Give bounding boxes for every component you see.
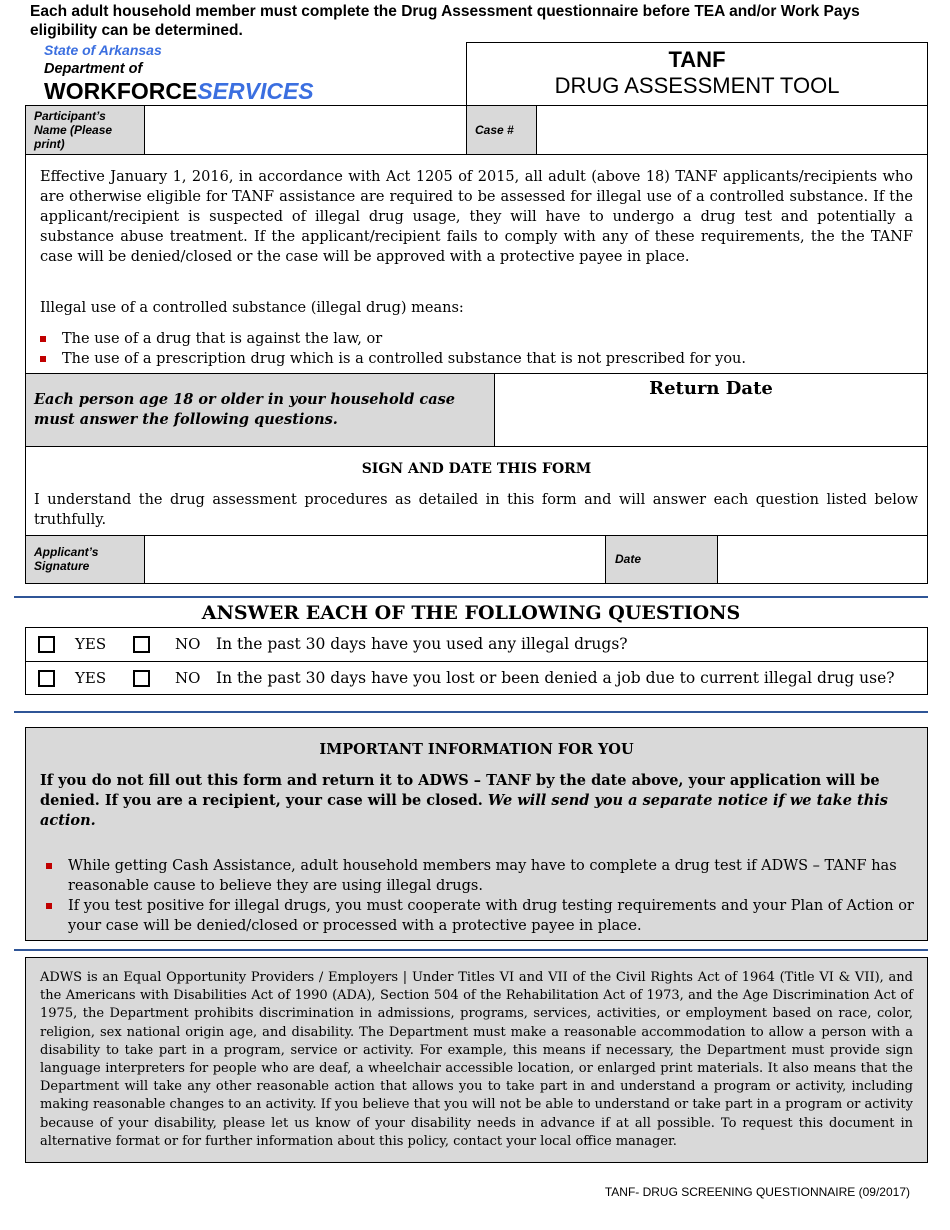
equal-opportunity-text: ADWS is an Equal Opportunity Providers / Employers | Under Titles VI and VII of the Civil Rights Act of 1964 (Title VI & VII), and the Americans with Disabilities Act of 1990 (ADA), Section 504 of the Rehabilitation Act of 1973, and the Age Discrimination Act of 1975, the Department prohibits discrimination in admissions, programs, services, activities, or employment based on race, color, religion, sex national origin age, and disability. The Department must make a reasonable accommodation to allow a person with a disability to take part in a program, service or activity. For example, this means if necessary, the Department must provide sign language interpreters for people who are deaf, a wheelchair accessible location, or enlarged print materials. It also means that the Department will take any other reasonable action that allows you to take part in and understand a program or activity, including making reasonable changes to an activity. If you believe that you will not be able to understand or take part in a program or activity because of your disability, please let us know of your disability needs in advance if at all possible. To request this document in alternative format or for further information about this policy, contact your local office manager. [40,970,913,1149]
signature-label-cell [25,535,145,584]
section-divider [14,711,928,713]
logo-workforce: WORKFORCE [44,78,198,104]
sign-statement: I understand the drug assessment procedures as detailed in this form and will answer each question listed below truthfully. [34,492,918,528]
illegal-drug-definition: Illegal use of a controlled substance (illegal drug) means: [40,300,464,316]
important-item: While getting Cash Assistance, adult household members may have to complete a drug test if ADWS – TANF has reasonable cause to believe they are using illegal drugs. [32,856,916,896]
important-warning-text: If you do not fill out this form and return it to ADWS – TANF by the date above, your application will be denied. If you are a recipient, your case will be closed. [40,772,880,809]
yes-checkbox[interactable] [38,670,55,687]
questions-heading: ANSWER EACH OF THE FOLLOWING QUESTIONS [201,602,741,624]
question-text: In the past 30 days have you lost or been denied a job due to current illegal drug use? [216,669,895,687]
intro-section [25,154,928,374]
important-warning [40,771,920,831]
participant-name-field[interactable] [144,105,467,155]
signature-label: Applicant’s Signature [34,545,99,573]
no-label: NO [175,635,201,653]
form-title-tool: DRUG ASSESSMENT TOOL [554,73,840,98]
definition-item: The use of a prescription drug which is a controlled substance that is not prescribed for you. [26,349,904,369]
case-number-label-cell [466,105,537,155]
agency-logo [44,42,444,107]
household-note: Each person age 18 or older in your household case must answer the following questions. [34,391,456,428]
date-label: Date [615,552,642,566]
logo-department: Department of [44,61,143,77]
yes-label: YES [75,669,107,687]
important-info-section [25,727,928,941]
participant-name-label: Participant’s Name (Please print) [34,109,113,151]
equal-opportunity-section [25,957,928,1163]
definition-item: The use of a drug that is against the law, or [26,329,904,349]
form-footer: TANF- DRUG SCREENING QUESTIONNAIRE (09/2017) [604,1185,910,1199]
return-date-field[interactable] [494,373,928,447]
yes-checkbox[interactable] [38,636,55,653]
return-date-label: Return Date [649,378,773,399]
sign-section [25,446,928,536]
date-field[interactable] [717,535,928,584]
signature-field[interactable] [144,535,606,584]
sign-heading: SIGN AND DATE THIS FORM [361,461,592,477]
question-text: In the past 30 days have you used any illegal drugs? [216,635,628,653]
logo-services: SERVICES [197,78,314,104]
form-title-box [466,42,928,106]
date-label-cell [605,535,718,584]
case-number-label: Case # [475,123,514,137]
no-label: NO [175,669,201,687]
form-title-tanf: TANF [668,47,726,72]
section-divider [14,596,928,598]
logo-state: State of Arkansas [44,42,162,58]
no-checkbox[interactable] [133,636,150,653]
section-divider [14,949,928,951]
no-checkbox[interactable] [133,670,150,687]
important-list [60,856,916,936]
top-notice: Each adult household member must complete the Drug Assessment questionnaire before TEA and/or Work Pays eligibility can be determined. [30,3,860,39]
participant-name-label-cell [25,105,145,155]
question-row [25,661,928,695]
household-note-cell [25,373,495,447]
important-notice-text: We will send you a separate notice if we take this action. [40,792,888,829]
question-row [25,627,928,662]
important-heading: IMPORTANT INFORMATION FOR YOU [319,741,634,758]
yes-label: YES [75,635,107,653]
important-item: If you test positive for illegal drugs, you must cooperate with drug testing requirements and your Plan of Action or your case will be denied/closed or processed with a protective payee in place. [32,896,916,936]
intro-paragraph: Effective January 1, 2016, in accordance with Act 1205 of 2015, all adult (above 18) TANF applicants/recipients who are otherwise eligible for TANF assistance are required to be assessed for illegal use of a controlled substance. If the applicant/recipient is suspected of illegal drug usage, they will have to undergo a drug test and potentially a substance abuse treatment. If the applicant/recipient fails to comply with any of these requirements, the the TANF case will be denied/closed or the case will be approved with a protective payee in place. [40,169,913,265]
case-number-field[interactable] [536,105,928,155]
definition-list [54,329,904,369]
